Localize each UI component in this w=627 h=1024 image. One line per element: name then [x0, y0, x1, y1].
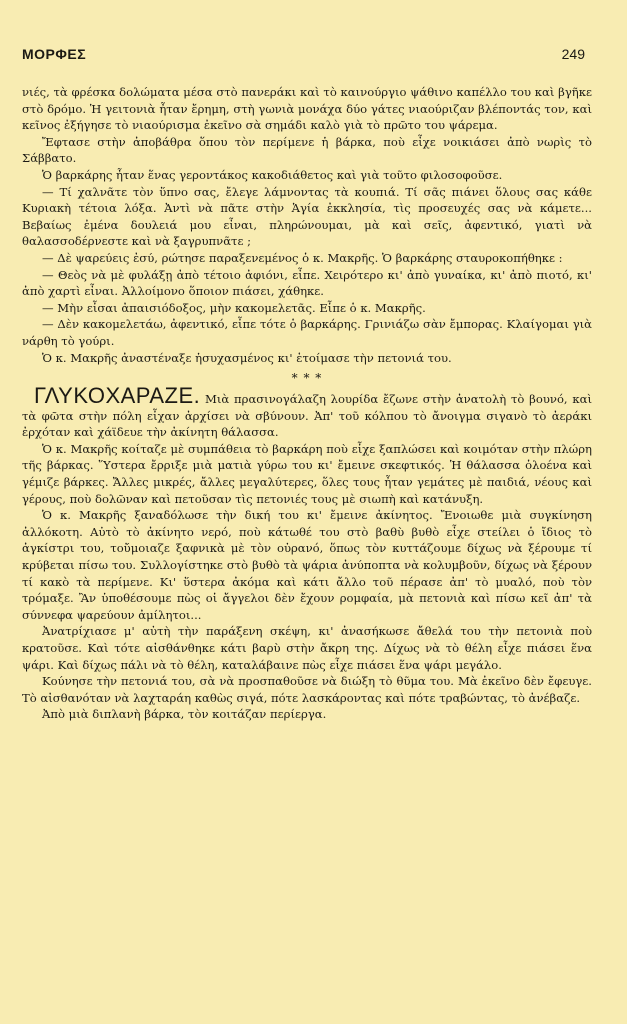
- paragraph: Ὁ κ. Μακρῆς κοίταζε μὲ συμπάθεια τὸ βαρκάρη ποὺ εἶχε ξαπλώσει καὶ κοιμόταν στὴν πλώρη τῆς βάρκας. Ὕστερα ἔρριξε μιὰ ματιὰ γύρω του κι' ἔμεινε σκεφτικός. Ἡ θάλασσα ὁλοένα καὶ γέμιζε βάρκες. Ἄλλες μικρές, ἄλλες μεγαλύτερες, ὅλες τους ἦταν γεμάτες μὲ παιδιά, νέους καὶ γέρους, ποὺ δολῶναν καὶ πετοῦσαν τὶς πετονιές τους μὲ σιωπὴ καὶ κατάνυξη.: [22, 441, 592, 506]
- paragraph: — Τί χαλνᾶτε τὸν ὕπνο σας, ἔλεγε λάμνοντας τὰ κουπιά. Τί σᾶς πιάνει ὅλους σας κάθε Κυριακὴ τέτοια λόξα. Ἀντὶ νὰ πᾶτε στὴν Ἁγία ἐκκλησία, τὶς προσευχές σας νὰ κάμετε... Βεβαίως ἐμένα δουλειά μου εἶναι, πληρώνουμαι, μὰ καὶ σεῖς, ἀφεντικό, γιατὶ νὰ θαλασσοδέρνεστε καὶ νὰ ξαγρυπνᾶτε ;: [22, 184, 592, 249]
- article-body: [22, 84, 592, 723]
- opening-text: Μιὰ πρασινογάλαζη λουρίδα ἔζωνε στὴν ἀνατολὴ τὸ βουνό, καὶ τὰ φῶτα στὴν πόλη εἶχαν ἀρχίσει νὰ σβύνουν. Ἀπ' τοῦ κόλπου τὸ ἄνοιγμα σιγανὸ τὸ ἀεράκι ἐρχόταν καὶ χάϊδευε τὴν ἀκίνητη θάλασσα.: [22, 392, 592, 440]
- paragraph: νιές, τὰ φρέσκα δολώματα μέσα στὸ πανεράκι καὶ τὸ καινούργιο ψάθινο καπέλλο του καὶ βγῆκε στὸ δρόμο. Ἡ γειτονιὰ ἦταν ἔρημη, στὴ γωνιὰ μονάχα δύο γάτες νιαούριζαν βλέποντάς τον, καὶ κεῖνος ἐξήγησε τὸ νιαούρισμα ἐκεῖνο σὰ σημάδι καλὸ γιὰ τὸ πρῶτο του ψάρεμα.: [22, 85, 592, 133]
- page-header: [22, 46, 605, 66]
- paragraph: Ἀπὸ μιὰ διπλανὴ βάρκα, τὸν κοιτάζαν περίεργα.: [42, 707, 327, 722]
- paragraph: Ὁ κ. Μακρῆς ξαναδόλωσε τὴν δική του κι' ἔμεινε ἀκίνητος. Ἔνοιωθε μιὰ συγκίνηση ἀλλόκοτη. Αὐτὸ τὸ ἀκίνητο νερό, ποὺ κάτωθέ του στὸ βαθὺ βυθὸ εἶχε στείλει ὁ ἴδιος τὸ ἀγκίστρι του, τοὔμοιαζε ξαφνικὰ μὲ τὸν οὐρανό, ὅπως τὸν κυττάζουμε δίχως νὰ ξέρουμε τί κρύβεται πίσω του. Συλλογίστηκε στὸ βυθὸ τὰ ψάρια ἀνύποπτα νὰ κολυμβοῦν, δίχως νὰ ξέρουν τί κακὸ τὰ περίμενε. Κι' ὕστερα ἀκόμα καὶ κάτι ἄλλο τοῦ πέρασε ἀπ' τὸ μυαλό, ποὺ τὸν τρόμαξε. Ἂν ὑποθέσουμε πὼς οἱ ἄγγελοι δὲν ἔχουν ρομφαία, μὰ πετονιὰ καὶ πίσω κεῖ ἀπ' τὰ σύννεφα ψαρεύουν ἀμίλητοι...: [22, 508, 592, 622]
- paragraph: — Δὲν κακομελετάω, ἀφεντικό, εἶπε τότε ὁ βαρκάρης. Γρινιάζω σὰν ἔμπορας. Κλαίγομαι γιὰ νάρθη τὸ γούρι.: [22, 317, 592, 348]
- magazine-title: ΜΟΡΦΕΣ: [22, 46, 87, 62]
- paragraph: Ἀνατρίχιασε μ' αὐτὴ τὴν παράξενη σκέψη, κι' ἀνασήκωσε ἄθελά του τὴν πετονιὰ ποὺ κρατοῦσε. Καὶ τότε αἰσθάνθηκε κάτι βαρὺ στὴν ἄκρη της. Δίχως νὰ τὸ θέλη εἶχε πιάσει ἕνα ψάρι. Καὶ δίχως πάλι νὰ τὸ θέλη, καταλάβαινε πὼς εἶχε πιάσει ἕνα ψάρι μεγάλο.: [22, 624, 592, 672]
- paragraph: Ὁ βαρκάρης ἦταν ἕνας γεροντάκος κακοδιάθετος καὶ γιὰ τοῦτο φιλοσοφοῦσε.: [42, 167, 503, 182]
- page-number: 249: [561, 46, 585, 62]
- section-separator: * * *: [291, 371, 323, 386]
- paragraph: — Θεὸς νὰ μὲ φυλάξῃ ἀπὸ τέτοιο ἀφιόνι, εἶπε. Χειρότερο κι' ἀπὸ γυναίκα, κι' ἀπὸ πιοτό, κι' ἀπὸ χαρτὶ εἶναι. Ἀλλοίμονο ὅποιον πιάσει, χάθηκε.: [22, 267, 592, 299]
- paragraph: — Δὲ ψαρεύεις ἐσύ, ρώτησε παραξενεμένος ὁ κ. Μακρῆς. Ὁ βαρκάρης σταυροκοπήθηκε :: [42, 250, 563, 265]
- paragraph: Ὁ κ. Μακρῆς ἀναστέναξε ἡσυχασμένος κι' ἑτοίμασε τὴν πετονιά του.: [42, 350, 452, 365]
- section-opening-paragraph: [22, 383, 592, 441]
- paragraph: Ἔφτασε στὴν ἀποβάθρα ὅπου τὸν περίμενε ἡ βάρκα, ποὺ εἶχε νοικιάσει ἀπὸ νωρὶς τὸ Σάββατο.: [22, 134, 592, 166]
- dropcap-word: ΓΛΥΚΟΧΑΡΑΖΕ.: [34, 383, 201, 409]
- paragraph: Κούνησε τὴν πετονιά του, σὰ νὰ προσπαθοῦσε νὰ διώξη τὸ θῦμα του. Μὰ ἐκεῖνο δὲν ἔφευγε. Τὸ αἰσθανόταν νὰ λαχταράη καθὼς σιγά, πότε λασκάροντας καὶ πότε τραβώντας, τὸ ἀνέβαζε.: [22, 674, 592, 705]
- paragraph: — Μὴν εἶσαι ἀπαισιόδοξος, μὴν κακομελετᾶς. Εἶπε ὁ κ. Μακρῆς.: [42, 300, 426, 315]
